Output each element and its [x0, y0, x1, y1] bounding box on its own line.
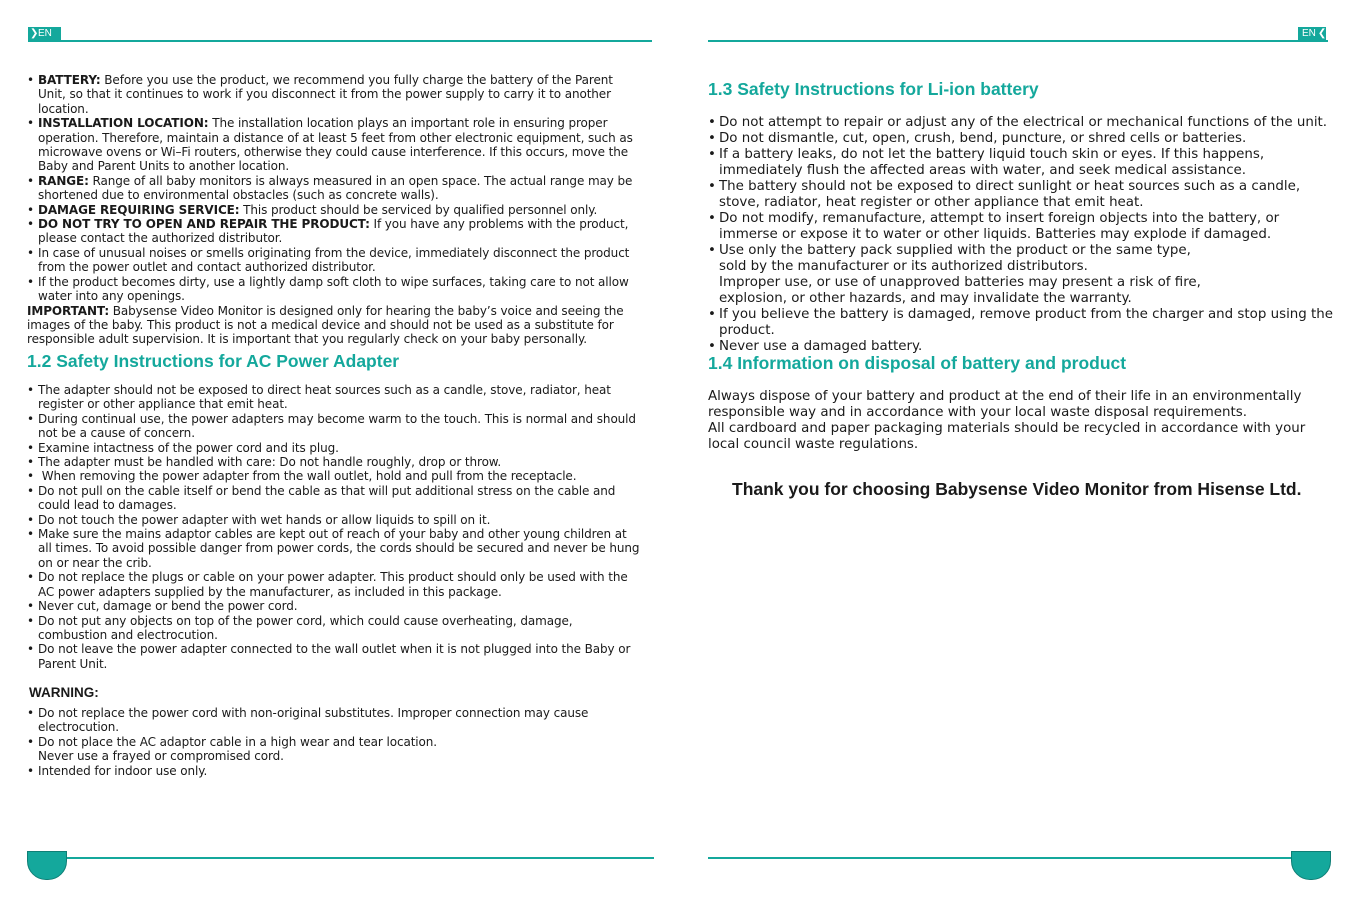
list-item: • BATTERY: Before you use the product, we recommend you fully charge the battery of the Parent Unit, so that it continues to work if you disconnect it from the power supply to carry it to another location. — [27, 73, 642, 116]
list-item-continuation: explosion, or other hazards, and may invalidate the warranty. — [719, 291, 1132, 306]
list-item: • Use only the battery pack supplied with the product or the same type, — [708, 243, 1333, 259]
language-tag-right: EN ❮ — [1298, 27, 1326, 41]
list-item: • Do not replace the power cord with non-original substitutes. Improper connection may cause electrocution. — [27, 706, 642, 735]
important-note: IMPORTANT: Babysense Video Monitor is designed only for hearing the baby’s voice and seeing the images of the baby. This product is not a medical device and should not be used as a substitute for responsible adult supervision. It is important that you regularly check on your baby personally. — [27, 303, 624, 347]
list-item: • Do not put any objects on top of the power cord, which could cause overheating, damage, combustion and electrocution. — [27, 614, 642, 643]
list-item: • Do not pull on the cable itself or bend the cable as that will put additional stress on the cable and could lead to damages. — [27, 484, 642, 513]
list-item: • Make sure the mains adaptor cables are kept out of reach of your baby and other young children at all times. To avoid possible danger from power cords, the cords should be secured and never be hung on or near the crib. — [27, 527, 642, 570]
thank-you-note: Thank you for choosing Babysense Video Monitor from Hisense Ltd. — [732, 479, 1302, 499]
warning-list — [27, 706, 642, 778]
header-rule-right — [708, 40, 1328, 42]
list-item: • If the product becomes dirty, use a lightly damp soft cloth to wipe surfaces, taking care to not allow water into any openings. — [27, 275, 642, 304]
list-item: • Do not leave the power adapter connected to the wall outlet when it is not plugged into the Baby or Parent Unit. — [27, 642, 642, 671]
list-item-continuation: sold by the manufacturer or its authorized distributors. — [719, 259, 1088, 274]
list-item: • Never use a damaged battery. — [708, 339, 1333, 355]
list-item: • Examine intactness of the power cord and its plug. — [27, 441, 642, 455]
section-12-title: 1.2 Safety Instructions for AC Power Adapter — [27, 351, 400, 371]
list-item-continuation: Improper use, or use of unapproved batteries may present a risk of fire, — [719, 275, 1201, 290]
list-item: • Do not attempt to repair or adjust any of the electrical or mechanical functions of the unit. — [708, 115, 1333, 131]
chevron-right-icon: ❯ — [30, 28, 39, 39]
list-item: • Intended for indoor use only. — [27, 764, 642, 778]
disposal-paragraph: Always dispose of your battery and product at the end of their life in an environmentally responsible way and in accordance with your local waste disposal requirements. — [708, 389, 1302, 420]
list-item: • RANGE: Range of all baby monitors is always measured in an open space. The actual range may be shortened due to environmental obstacles (such as concrete walls). — [27, 174, 642, 203]
footer-rule-left — [28, 857, 654, 859]
section-14-title: 1.4 Information on disposal of battery and product — [708, 353, 1127, 373]
header-rule-left — [28, 40, 652, 42]
list-item: • Do not dismantle, cut, open, crush, bend, puncture, or shred cells or batteries. — [708, 131, 1333, 147]
chevron-left-icon: ❮ — [1317, 28, 1327, 39]
warning-title: WARNING: — [29, 685, 99, 700]
section-13-list — [708, 115, 1333, 355]
list-item: • INSTALLATION LOCATION: The installation location plays an important role in ensuring proper operation. Therefore, maintain a distance of at least 5 feet from other electronic equipment, such as microwave ovens or Wi–Fi routers, otherwise they could cause interference. If this occurs, move the Baby and Parent Units to another location. — [27, 116, 642, 174]
left-intro-list — [27, 73, 642, 347]
list-item: • When removing the power adapter from the wall outlet, hold and pull from the receptacle. — [27, 469, 642, 483]
list-item: • Do not replace the plugs or cable on your power adapter. This product should only be used with the AC power adapters supplied by the manufacturer, as included in this package. — [27, 570, 642, 599]
list-item: • If a battery leaks, do not let the battery liquid touch skin or eyes. If this happens, immediately flush the affected areas with water, and seek medical assistance. — [708, 147, 1333, 179]
list-item: • Never cut, damage or bend the power cord. — [27, 599, 642, 613]
page-tab-right — [1291, 851, 1331, 880]
disposal-paragraph: All cardboard and paper packaging materials should be recycled in accordance with your local council waste regulations. — [708, 421, 1306, 452]
list-item-continuation: Never use a frayed or compromised cord. — [38, 749, 284, 764]
list-item: • Do not place the AC adaptor cable in a high wear and tear location. — [27, 735, 642, 749]
footer-rule-right — [708, 857, 1328, 859]
disposal-text — [708, 389, 1333, 453]
list-item: • During continual use, the power adapters may become warm to the touch. This is normal and should not be a cause of concern. — [27, 412, 642, 441]
list-item: • The adapter should not be exposed to direct heat sources such as a candle, stove, radiator, heat register or other appliance that emit heat. — [27, 383, 642, 412]
language-tag-left: ❯EN — [28, 27, 61, 41]
list-item: • If you believe the battery is damaged, remove product from the charger and stop using the product. — [708, 307, 1333, 339]
list-item: • The battery should not be exposed to direct sunlight or heat sources such as a candle, stove, radiator, heat register or other appliance that emit heat. — [708, 179, 1333, 211]
list-item: • DAMAGE REQUIRING SERVICE: This product should be serviced by qualified personnel only. — [27, 203, 642, 217]
section-12-list — [27, 383, 642, 671]
list-item: • DO NOT TRY TO OPEN AND REPAIR THE PRODUCT: If you have any problems with the product, please contact the authorized distributor. — [27, 217, 642, 246]
list-item: • The adapter must be handled with care: Do not handle roughly, drop or throw. — [27, 455, 642, 469]
list-item: • In case of unusual noises or smells originating from the device, immediately disconnect the product from the power outlet and contact authorized distributor. — [27, 246, 642, 275]
section-13-title: 1.3 Safety Instructions for Li-ion battery — [708, 79, 1039, 99]
list-item: • Do not modify, remanufacture, attempt to insert foreign objects into the battery, or immerse or expose it to water or other liquids. Batteries may explode if damaged. — [708, 211, 1333, 243]
page-tab-left — [27, 851, 67, 880]
list-item: • Do not touch the power adapter with wet hands or allow liquids to spill on it. — [27, 513, 642, 527]
